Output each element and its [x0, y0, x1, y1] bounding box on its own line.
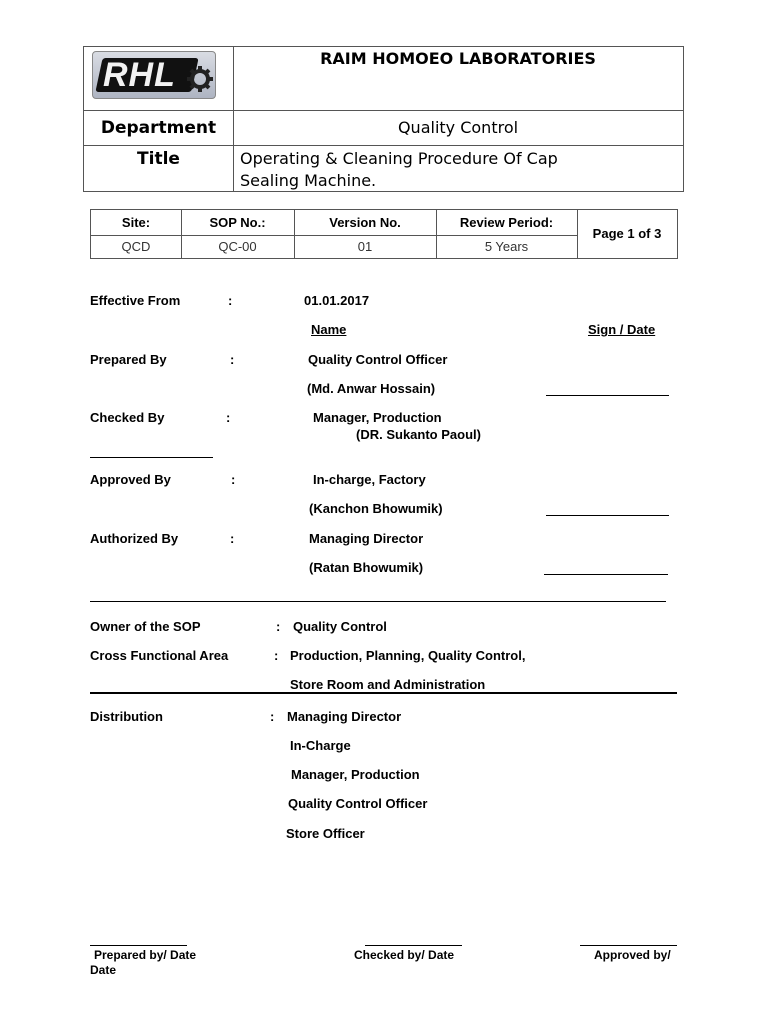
company-cell — [233, 47, 683, 110]
prepared-label: Prepared By — [90, 352, 167, 367]
authorized-colon: : — [230, 531, 235, 546]
cross-functional-value-2: Store Room and Administration — [290, 677, 486, 692]
name-column-header: Name — [311, 322, 347, 337]
title-row — [84, 145, 683, 191]
version-label: Version No. — [294, 210, 436, 236]
site-value: QCD — [121, 239, 151, 254]
page-number: Page 1 of 3 — [592, 226, 662, 241]
sop-no-label: SOP No.: — [181, 210, 294, 236]
prepared-role: Quality Control Officer — [308, 352, 448, 367]
checked-role: Manager, Production — [313, 410, 442, 425]
prepared-sign-line — [546, 395, 669, 396]
logo-cell — [84, 47, 234, 110]
distribution-item: Quality Control Officer — [288, 796, 428, 811]
checked-name: (DR. Sukanto Paoul) — [356, 427, 481, 442]
effective-label: Effective From — [90, 293, 181, 308]
review-column — [436, 210, 578, 258]
cross-functional-value-1: Production, Planning, Quality Control, — [290, 648, 526, 663]
prepared-footer-line — [90, 945, 187, 946]
version-column — [294, 210, 437, 258]
department-value: Quality Control — [397, 118, 519, 137]
prepared-colon: : — [230, 352, 235, 367]
section-divider — [90, 601, 666, 602]
footer-approved: Approved by/ — [594, 948, 671, 962]
checked-colon: : — [226, 410, 231, 425]
sign-date-column-header: Sign / Date — [588, 322, 656, 337]
authorized-role: Managing Director — [309, 531, 424, 546]
title-value-line1: Operating & Cleaning Procedure Of Cap — [240, 149, 558, 168]
authorized-label: Authorized By — [90, 531, 179, 546]
sop-no-value: QC-00 — [218, 239, 257, 254]
checked-label: Checked By — [90, 410, 165, 425]
effective-colon: : — [228, 293, 233, 308]
checked-footer-line — [365, 945, 462, 946]
approved-colon: : — [231, 472, 236, 487]
prepared-name: (Md. Anwar Hossain) — [307, 381, 436, 396]
site-label: Site: — [91, 210, 181, 236]
cross-functional-colon: : — [274, 648, 279, 663]
approved-role: In-charge, Factory — [313, 472, 426, 487]
distribution-label: Distribution — [90, 709, 163, 724]
owner-colon: : — [276, 619, 281, 634]
company-logo: RHL — [92, 51, 216, 99]
version-value: 01 — [357, 239, 373, 254]
authorized-name: (Ratan Bhowumik) — [309, 560, 424, 575]
review-label: Review Period: — [436, 210, 577, 236]
authorized-sign-line — [544, 574, 668, 575]
gear-icon — [187, 66, 213, 92]
department-label: Department — [100, 118, 217, 138]
sop-info-table — [90, 209, 678, 259]
site-column — [91, 210, 182, 258]
distribution-item: Store Officer — [286, 826, 365, 841]
approved-footer-line — [580, 945, 677, 946]
sop-no-column — [181, 210, 295, 258]
checked-sign-line — [90, 457, 213, 458]
effective-value: 01.01.2017 — [304, 293, 370, 308]
footer-checked: Checked by/ Date — [354, 948, 455, 962]
title-value-line2: Sealing Machine. — [240, 171, 377, 190]
approved-label: Approved By — [90, 472, 171, 487]
footer-date: Date — [90, 963, 117, 977]
distribution-colon: : — [270, 709, 275, 724]
distribution-item: In-Charge — [290, 738, 351, 753]
approved-sign-line — [546, 515, 669, 516]
company-name: RAIM HOMOEO LABORATORIES — [320, 49, 596, 68]
title-label: Title — [137, 149, 180, 169]
owner-label: Owner of the SOP — [90, 619, 201, 634]
cross-functional-divider — [90, 692, 677, 694]
distribution-item: Manager, Production — [291, 767, 420, 782]
footer-prepared: Prepared by/ Date — [94, 948, 197, 962]
approved-name: (Kanchon Bhowumik) — [309, 501, 443, 516]
department-row — [84, 110, 683, 146]
document-header-table — [83, 46, 684, 192]
review-value: 5 Years — [484, 239, 529, 254]
distribution-item: Managing Director — [287, 709, 402, 724]
owner-value: Quality Control — [293, 619, 387, 634]
cross-functional-label: Cross Functional Area — [90, 648, 229, 663]
